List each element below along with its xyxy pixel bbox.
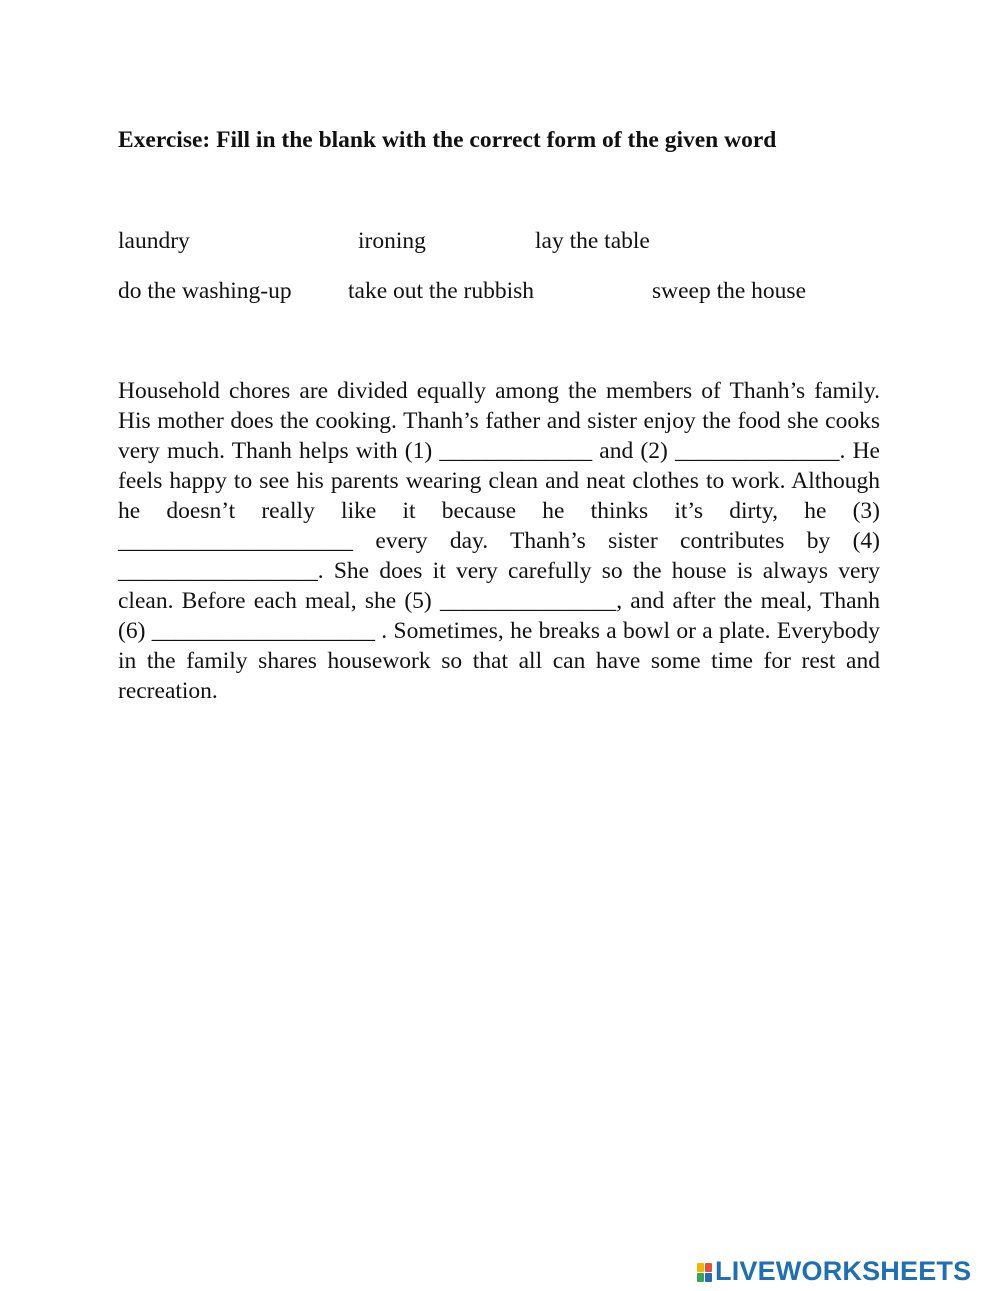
logo-text: LIVEWORKSHEETS xyxy=(715,1255,972,1286)
liveworksheets-logo xyxy=(697,1255,971,1287)
word-bank-item: take out the rubbish xyxy=(348,278,535,304)
liveworksheets-logo-icon xyxy=(697,1263,712,1282)
word-bank-item: do the washing-up xyxy=(118,278,292,304)
word-bank-item: lay the table xyxy=(535,228,650,254)
word-bank-item: ironing xyxy=(358,228,426,254)
word-bank-item: sweep the house xyxy=(652,278,807,304)
word-bank-item: laundry xyxy=(118,228,190,254)
passage-text: Household chores are divided equally among the members of Thanh’s family. His mother does the cooking. Thanh’s father and sister enjoy the food she cooks very much. Thanh helps with (1) _____________ and (2) ______________. He feels happy to see his parents wearing clean and neat clothes to work. Although he doesn’t really like it because he thinks it’s dirty, he (3) ____________________ every day. Thanh’s sister contributes by (4) _________________. She does it very carefully so the house is always very clean. Before each meal, she (5) _______________, and after the meal, Thanh (6) ___________________ . Sometimes, he breaks a bowl or a plate. Everybody in the family shares housework so that all can have some time for rest and recreation. xyxy=(118,378,880,704)
exercise-title: Exercise: Fill in the blank with the correct form of the given word xyxy=(118,127,777,153)
